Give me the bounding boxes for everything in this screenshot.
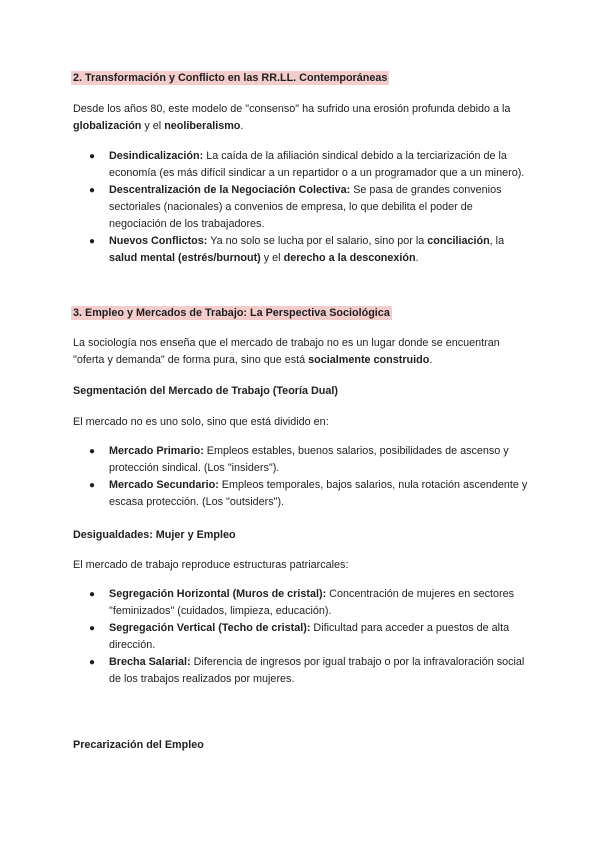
list-item [73, 148, 533, 182]
list-item-text: Empleos estables, buenos salarios, posibilidades de ascenso y protección sindical. (Los "insiders"). [109, 445, 509, 474]
section-heading-2 [73, 70, 533, 87]
bullet-icon: ● [89, 657, 96, 668]
bullet-icon: ● [89, 480, 96, 491]
list-item-text: Diferencia de ingresos por igual trabajo o por la infravaloración social de los trabajos realizados por mujeres. [109, 656, 525, 685]
list-item-text: Dificultad para acceder a puestos de alta dirección. [109, 622, 510, 651]
list-item-title: Segregación Vertical (Techo de cristal): [109, 622, 311, 634]
list-item [73, 233, 533, 267]
list-item [73, 477, 533, 511]
list-item-title: Mercado Secundario: [109, 479, 219, 491]
text-run: . [429, 354, 433, 366]
bullet-icon: ● [89, 151, 96, 162]
list-item [73, 654, 533, 688]
list-item-title: Mercado Primario: [109, 445, 204, 457]
list-item-text: La caída de la afiliación sindical debido a la terciarización de la economía (es más difícil sindicar a un repartidor o a un programador que a un minero). [109, 150, 525, 179]
bullet-list-section-2 [73, 148, 533, 267]
bullet-icon: ● [89, 446, 96, 457]
bold-run: salud mental (estrés/burnout) [109, 252, 261, 264]
list-item [73, 620, 533, 654]
text-run: Desde los años 80, este modelo de "consenso" ha sufrido una erosión profunda debido a la [73, 103, 511, 115]
list-item-title: Segregación Horizontal (Muros de cristal): [109, 588, 327, 600]
desigualdades-intro: El mercado de trabajo reproduce estructuras patriarcales: [73, 559, 349, 571]
subheading-segmentacion: Segmentación del Mercado de Trabajo (Teoría Dual) [73, 385, 338, 397]
section-2-intro [73, 101, 533, 135]
bold-run: socialmente construido [308, 354, 430, 366]
list-item [73, 182, 533, 233]
subheading-precarizacion: Precarización del Empleo [73, 739, 204, 751]
bold-run: derecho a la desconexión [283, 252, 416, 264]
list-item-title: Descentralización de la Negociación Colectiva: [109, 184, 351, 196]
list-item-text: Se pasa de grandes convenios sectoriales (nacionales) a convenios de empresa, lo que debilita el poder de negociación de los trabajadores. [109, 184, 502, 230]
section-heading-2-text: 2. Transformación y Conflicto en las RR.LL. Contemporáneas [73, 72, 388, 84]
text-run: La sociología nos enseña que el mercado de trabajo no es un lugar donde se encuentran "oferta y demanda" de forma pura, sino que está [73, 337, 500, 366]
text-run: y el [141, 120, 165, 132]
list-item-title: Brecha Salarial: [109, 656, 191, 668]
list-item [73, 586, 533, 620]
text-run: , la [489, 235, 505, 247]
bold-run: neoliberalismo [164, 120, 241, 132]
text-run: . [415, 252, 419, 264]
text-run: Ya no solo se lucha por el salario, sino por la [207, 235, 428, 247]
bold-run: globalización [73, 120, 142, 132]
list-item-text: Concentración de mujeres en sectores "feminizados" (cuidados, limpieza, educación). [109, 588, 515, 617]
bullet-icon: ● [89, 623, 96, 634]
list-item-title: Desindicalización: [109, 150, 204, 162]
bullet-list-desigualdades [73, 586, 533, 688]
bullet-icon: ● [89, 589, 96, 600]
text-run: . [240, 120, 244, 132]
bullet-icon: ● [89, 185, 96, 196]
list-item-text: Empleos temporales, bajos salarios, nula rotación ascendente y escasa protección. (Los "outsiders"). [109, 479, 528, 508]
section-3-intro [73, 335, 533, 369]
text-run: y el [260, 252, 284, 264]
list-item [73, 443, 533, 477]
bullet-list-segmentacion [73, 443, 533, 511]
bullet-icon: ● [89, 236, 96, 247]
section-heading-3 [73, 305, 533, 322]
list-item-title: Nuevos Conflictos: [109, 235, 208, 247]
segmentacion-intro: El mercado no es uno solo, sino que está dividido en: [73, 416, 329, 428]
bold-run: conciliación [427, 235, 490, 247]
section-heading-3-text: 3. Empleo y Mercados de Trabajo: La Perspectiva Sociológica [73, 307, 390, 319]
subheading-desigualdades: Desigualdades: Mujer y Empleo [73, 529, 236, 541]
